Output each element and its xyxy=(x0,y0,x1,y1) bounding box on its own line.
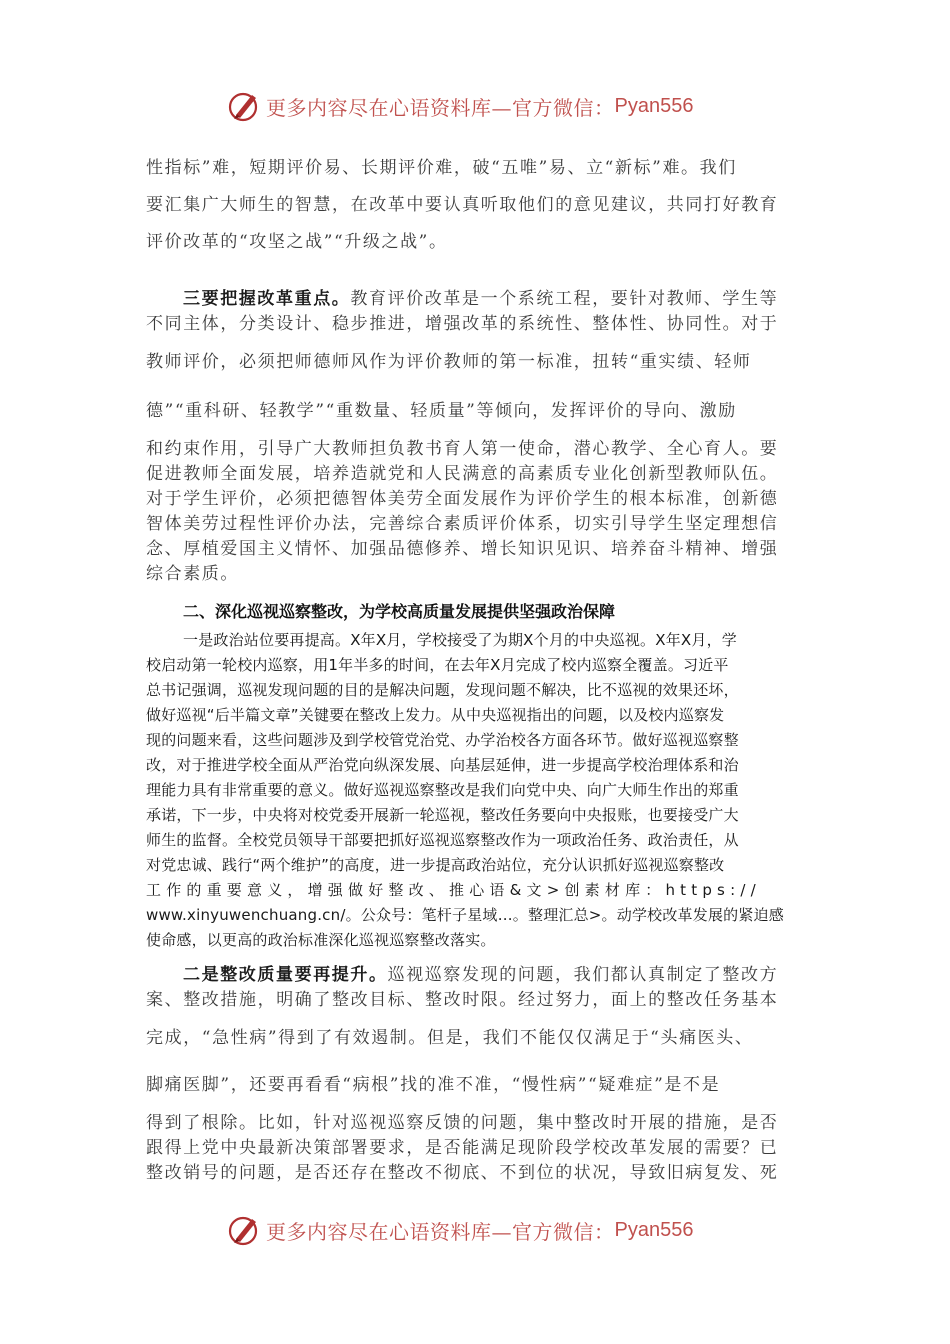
text-line: 承诺，下一步，中央将对校党委开展新一轮巡视，整改任务要向中央报账，也要接受广大 xyxy=(146,806,739,824)
footer-banner-id: Pyan556 xyxy=(614,1218,694,1241)
text-line: 整改销号的问题，是否还存在整改不彻底、不到位的状况，导致旧病复发、死 xyxy=(146,1163,779,1183)
text-line: 不同主体，分类设计、稳步推进，增强改革的系统性、整体性、协同性。对于 xyxy=(146,314,779,334)
paragraph-4-lead: 二是整改质量要再提升。 xyxy=(183,965,388,985)
text-line: 案、整改措施，明确了整改目标、整改时限。经过努力，面上的整改任务基本 xyxy=(146,990,779,1010)
text-line: 教育评价改革是一个系统工程，要针对教师、学生等 xyxy=(350,289,779,309)
text-line: 评价改革的“攻坚之战”“升级之战”。 xyxy=(146,232,448,252)
paragraph-2 xyxy=(146,287,806,587)
pen-logo-icon xyxy=(228,1213,262,1247)
text-line: 现的问题来看，这些问题涉及到学校管党治党、办学治校各方面各环节。做好巡视巡察整 xyxy=(146,731,739,749)
document-body xyxy=(146,150,806,1186)
text-line: 师生的监督。全校党员领导干部要把抓好巡视巡察整改作为一项政治任务、政治责任，从 xyxy=(146,831,739,849)
text-line: 念、厚植爱国主义情怀、加强品德修养、增长知识见识、培养奋斗精神、增强 xyxy=(146,539,779,559)
footer-banner xyxy=(228,1210,748,1250)
text-line: 校启动第一轮校内巡察，用1年半多的时间，在去年X月完成了校内巡察全覆盖。习近平 xyxy=(146,656,729,674)
text-line: 跟得上党中央最新决策部署要求，是否能满足现阶段学校改革发展的需要？已 xyxy=(146,1138,779,1158)
text-line: 一是政治站位要再提高。X年X月，学校接受了为期X个月的中央巡视。X年X月，学 xyxy=(183,631,737,649)
text-line: 总书记强调，巡视发现问题的目的是解决问题，发现问题不解决，比不巡视的效果还坏， xyxy=(146,681,739,699)
text-line: 教师评价，必须把师德师风作为评价教师的第一标准，扭转“重实绩、轻师 xyxy=(146,352,752,372)
text-line: 得到了根除。比如，针对巡视巡察反馈的问题，集中整改时开展的措施，是否 xyxy=(146,1113,779,1133)
section-heading: 二、深化巡视巡察整改，为学校高质量发展提供坚强政治保障 xyxy=(183,602,616,621)
pen-logo-icon xyxy=(228,89,262,123)
text-line: 脚痛医脚”，还要再看看“病根”找的准不准，“慢性病”“疑难症”是不是 xyxy=(146,1075,721,1095)
header-banner-text: 更多内容尽在心语资料库—官方微信： xyxy=(266,95,615,120)
text-line: 完成，“急性病”得到了有效遏制。但是，我们不能仅仅满足于“头痛医头、 xyxy=(146,1028,754,1048)
text-line: 要汇集广大师生的智慧，在改革中要认真听取他们的意见建议，共同打好教育 xyxy=(146,195,779,215)
paragraph-2-lead: 三要把握改革重点。 xyxy=(183,289,351,309)
text-line: 和约束作用，引导广大教师担负教书育人第一使命，潜心教学、全心育人。要 xyxy=(146,439,779,459)
text-line: 综合素质。 xyxy=(146,564,239,584)
paragraph-4 xyxy=(146,963,806,1186)
text-line: 性指标”难，短期评价易、长期评价难，破“五唯”易、立“新标”难。我们 xyxy=(146,158,737,178)
text-line: www.xinyuwenchuang.cn/。公众号：笔杆子星域…。整理汇总>。动学校改革发展的紧迫感 xyxy=(146,906,784,924)
text-line: 做好巡视“后半篇文章”关键要在整改上发力。从中央巡视指出的问题，以及校内巡察发 xyxy=(146,706,725,724)
text-line: 使命感，以更高的政治标准深化巡视巡察整改落实。 xyxy=(146,931,496,949)
text-line: 促进教师全面发展，培养造就党和人民满意的高素质专业化创新型教师队伍。 xyxy=(146,464,779,484)
text-line: 德”“重科研、轻教学”“重数量、轻质量”等倾向，发挥评价的导向、激励 xyxy=(146,401,737,421)
text-line: 智体美劳过程性评价办法，完善综合素质评价体系，切实引导学生坚定理想信 xyxy=(146,514,779,534)
text-line: 对于学生评价，必须把德智体美劳全面发展作为评价学生的根本标准，创新德 xyxy=(146,489,779,509)
header-banner-id: Pyan556 xyxy=(614,94,694,117)
footer-banner-text: 更多内容尽在心语资料库—官方微信： xyxy=(266,1219,615,1244)
text-line: 巡视巡察发现的问题，我们都认真制定了整改方 xyxy=(387,965,779,985)
text-line: 改，对于推进学校全面从严治党向纵深发展、向基层延伸，进一步提高学校治理体系和治 xyxy=(146,756,739,774)
paragraph-1 xyxy=(146,150,806,261)
paragraph-3 xyxy=(146,628,806,953)
header-banner xyxy=(228,86,748,126)
text-line-with-link: 工作的重要意义，增强做好整改、推心语&文>创素材库：https:// xyxy=(146,881,761,899)
text-line: 对党忠诚、践行“两个维护”的高度，进一步提高政治站位，充分认识抓好巡视巡察整改 xyxy=(146,856,725,874)
text-line: 理能力具有非常重要的意义。做好巡视巡察整改是我们向党中央、向广大师生作出的郑重 xyxy=(146,781,739,799)
